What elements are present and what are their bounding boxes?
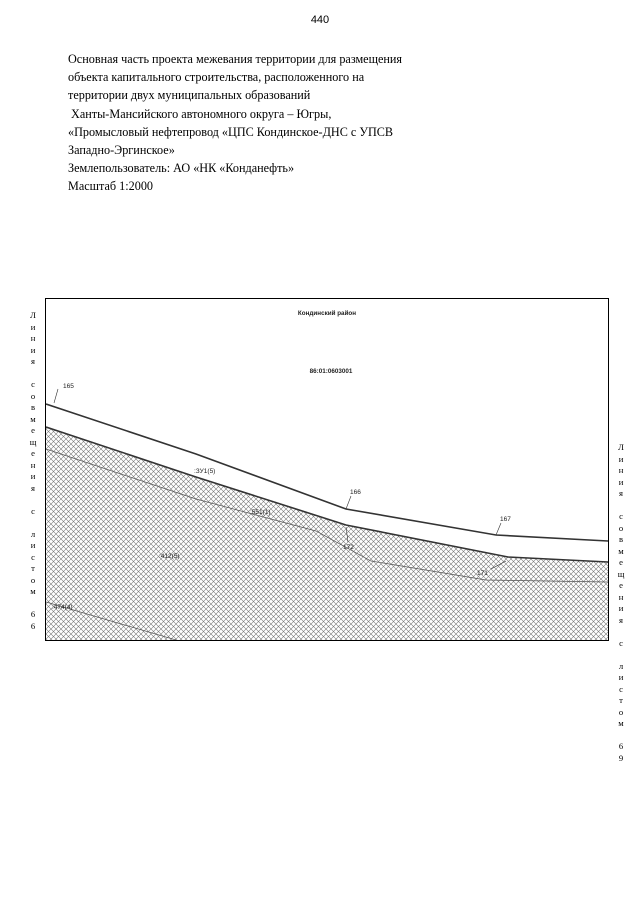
point-label-172: 172 <box>343 544 354 551</box>
header-line-2: объекта капитального строительства, расположенного на <box>68 70 365 85</box>
land-user-line: Землепользователь: АО «НК «Конданефть» <box>68 161 295 176</box>
header-line-1: Основная часть проекта межевания территории для размещения <box>68 52 403 66</box>
parcel-label-551: :551(1) <box>250 509 271 516</box>
cadastral-block-label: 86:01:0603001 <box>309 368 353 375</box>
document-header <box>68 50 488 196</box>
point-label-171: 171 <box>477 570 488 577</box>
scale-line: Масштаб 1:2000 <box>68 179 154 194</box>
header-line-5: «Промысловый нефтепровод «ЦПС Кондинское-ДНС с УПСВ <box>68 124 394 139</box>
map-canvas <box>46 299 608 640</box>
point-166-leader <box>346 496 351 509</box>
page-number: 440 <box>310 14 330 26</box>
parcel-label-474: :474(4) <box>52 604 73 611</box>
parcel-hatched-area <box>46 427 608 640</box>
point-label-165: 165 <box>63 383 74 390</box>
point-label-166: 166 <box>350 489 361 496</box>
point-167-leader <box>496 523 501 535</box>
header-line-4: Ханты-Мансийского автономного округа – Югры, <box>68 106 332 121</box>
match-line-right-label: Л и н и я с о в м е щ е н и я с л и с т о м 6 9 <box>617 442 625 763</box>
match-line-left-label: Л и н и я с о в м е щ е н и я с л и с т о м 6 6 <box>29 310 37 631</box>
parcel-label-412: :412(5) <box>159 553 180 560</box>
parcel-label-zu1: :ЗУ1(5) <box>194 468 216 475</box>
point-165-leader <box>54 389 58 403</box>
point-label-167: 167 <box>500 516 511 523</box>
header-line-6: Западно-Эргинское» <box>68 143 175 158</box>
header-line-3: территории двух муниципальных образований <box>68 88 311 103</box>
survey-map <box>45 298 609 641</box>
district-label: Кондинский район <box>297 310 357 317</box>
